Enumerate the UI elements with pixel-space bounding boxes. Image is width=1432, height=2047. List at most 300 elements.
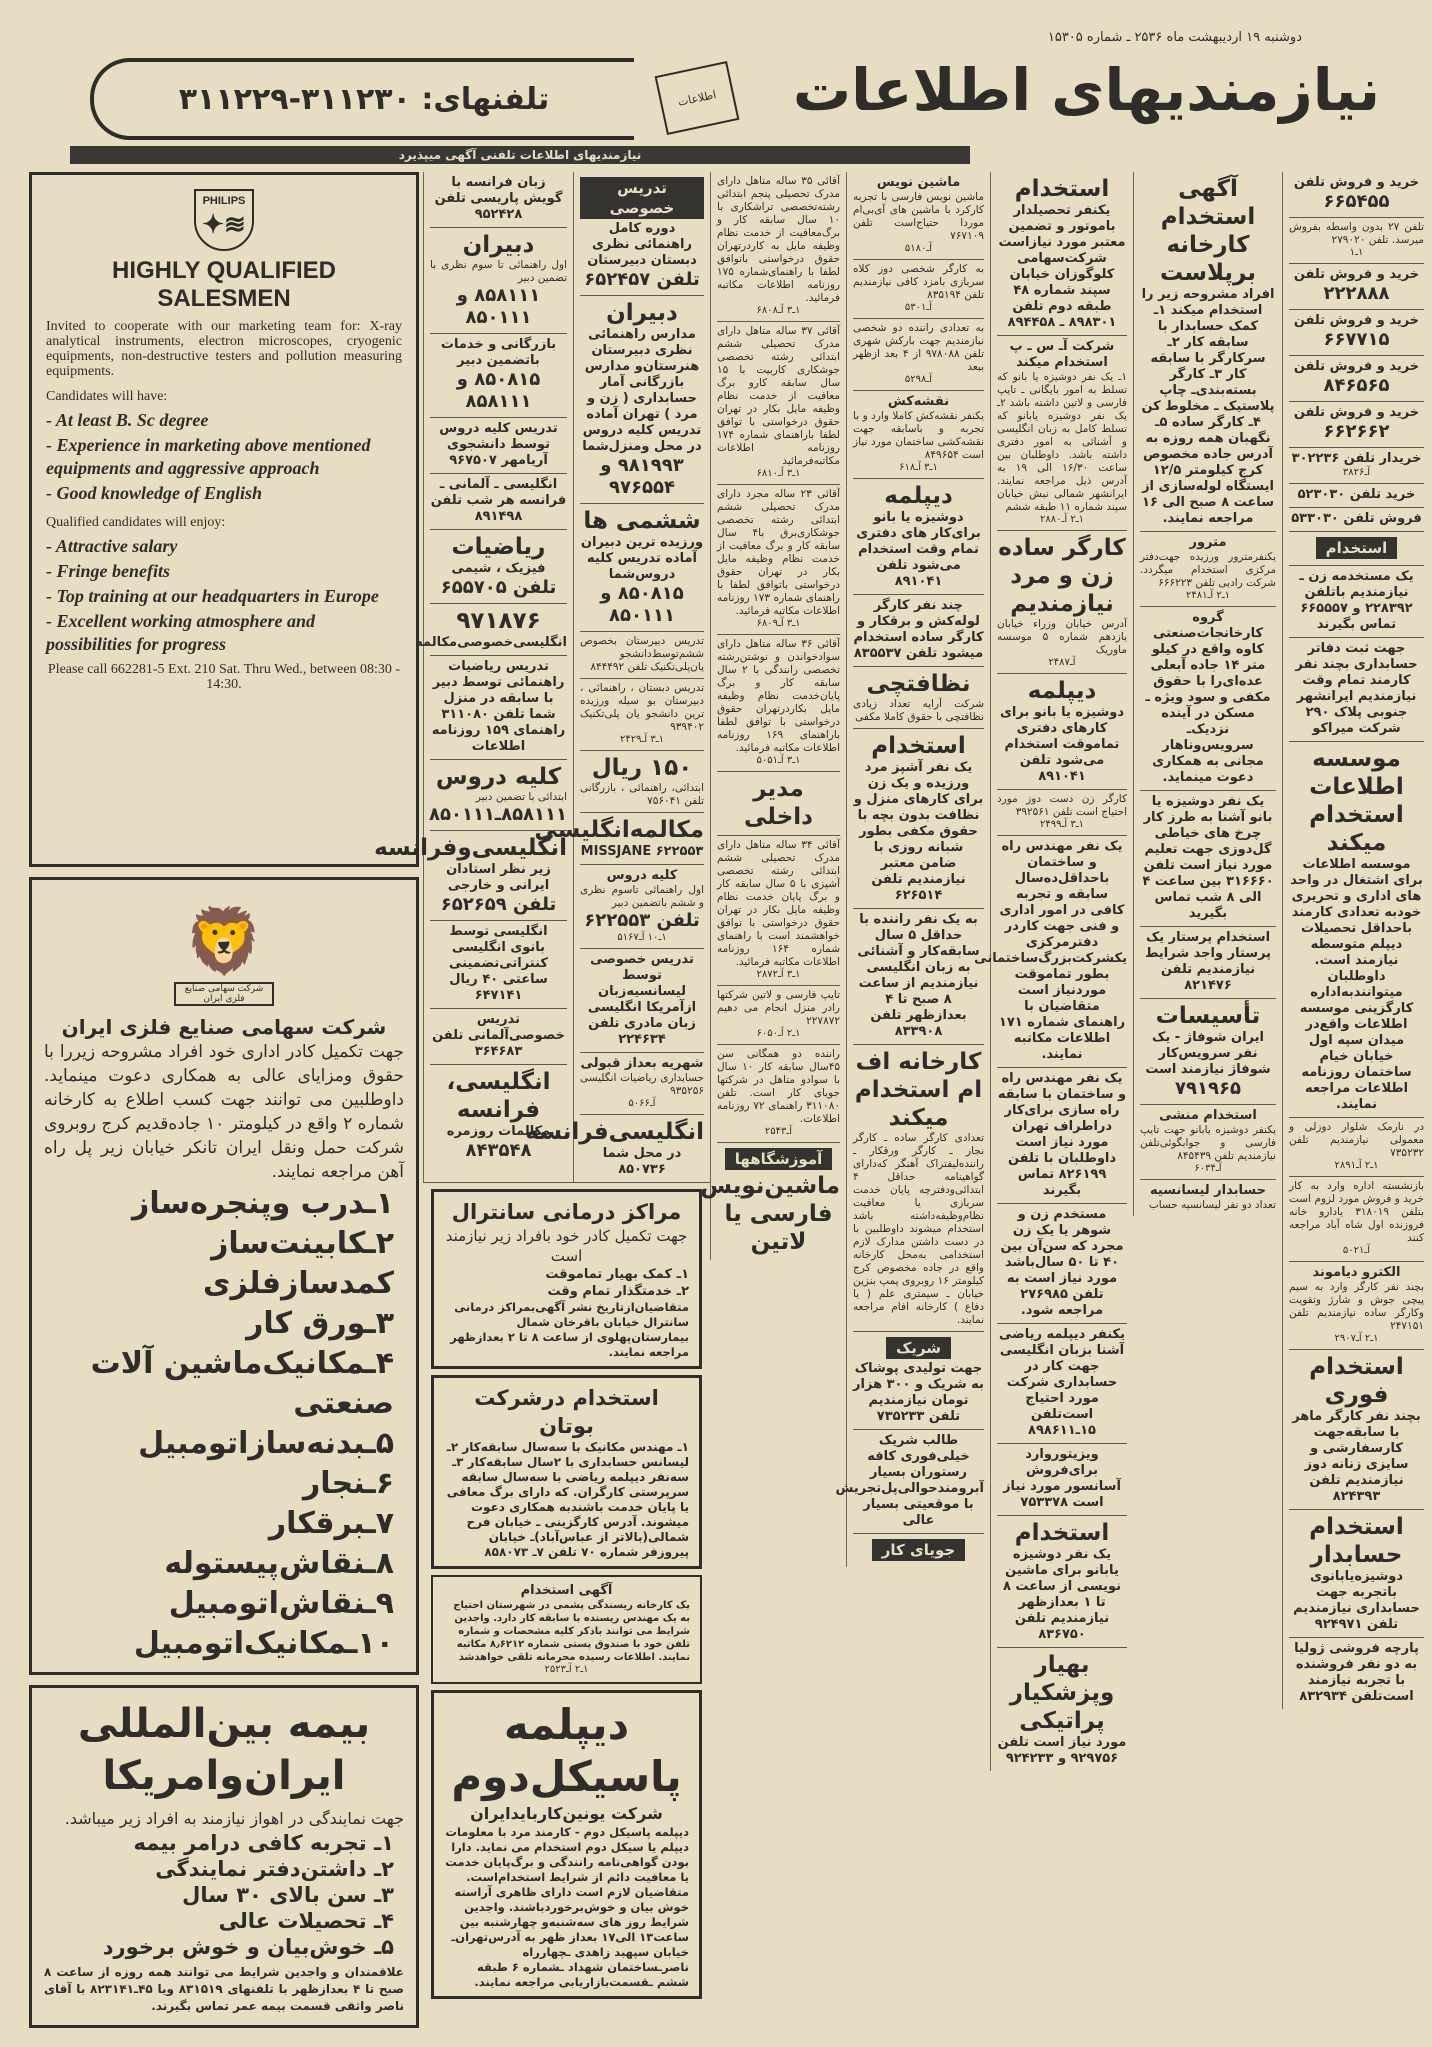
requirement-item: - Experience in marketing above mentioned equipments and aggressive approach: [46, 435, 371, 478]
ad-heading: یکنفر دیپلمه ریاضی آشنا بزبان انگلیسی جهت کار در حسابداری شرکت مورد احتیاج است‌تلفن ۱۵ـ۸۹۸۶۱۱: [999, 1327, 1125, 1438]
ad-headline: تأسیسات: [1155, 1003, 1261, 1029]
ad-reference: ۱ـ۱: [1349, 247, 1364, 258]
ad-body: تدریس دبیرستان بخصوص ششم‌توسط‌دانشجو یان‌پلی‌تکنیک تلفن ۸۴۴۴۹۲: [580, 635, 704, 673]
classified-ad: [415, 604, 567, 656]
ad-body: جهت نمایندگی در اهواز نیازمند به افراد زیر میباشد.: [64, 1809, 404, 1828]
ad-phone: ۸۵۸۱۱۱ و ۸۵۰۱۱۱: [456, 285, 541, 328]
ad-heading: یک مستخدمه زن ـ نیازمندیم باتلفن ۲۲۸۳۹۲ و ۶۶۵۵۵۷ تماس بگیرند: [1299, 569, 1414, 632]
classified-ad: [580, 679, 704, 751]
ad-heading: افراد مشروحه زیر را استخدام میکند ۱ـ کمک حسابدار با سابقه کار ۲ـ سرکارگر با سابقه کار ۳ـ کارگر بسته‌بندی‌ـ چاپ پلاستیک ـ مخلوط کن ۴ـ کارگر ساده ۵ـ نگهبان همه روزه به آدرس جاده مخصوص کرج کیلومتر ۱۲/۵ ایستگاه لوله‌سازی از ساعت ۸ صبح الی ۱۶ مراجعه نمایند.: [1141, 287, 1275, 526]
classified-ad: [853, 1534, 984, 1567]
classified-ad: [1289, 566, 1424, 638]
job-item: ۴ـمکانیک‌ماشین آلات صنعتی: [90, 1346, 394, 1421]
classified-ad: [580, 632, 704, 679]
classified-ad: [580, 504, 704, 632]
job-item: ۲ـکابینت‌ساز کمدسازفلزی: [203, 1226, 394, 1301]
ad-heading: گروه کارخانجات‌صنعتی کاوه واقع در کیلو متر ۱۴ جاده آبعلی عده‌ای‌را با حقوق مکفی و سود ویژه ـ مسکن در آینده نزدیک‌ـ سرویس‌وناهار مجانی به همکاری دعوت مینماید.: [1145, 610, 1271, 785]
ad-heading: جهت تولیدی پوشاک به شریک و ۳۰۰ هزار تومان نیازمندیم تلفن ۷۳۵۲۳۳: [853, 1361, 984, 1424]
job-item: ۶ـنجار: [303, 1466, 394, 1501]
ad-heading: خریدار تلفن ۳۰۲۲۳۶: [1291, 451, 1422, 466]
ad-reference: ۱ـ۲ آـ۲۹۰۷: [1334, 1333, 1379, 1344]
section-label: استخدام: [1316, 537, 1398, 559]
ad-heading: فروش تلفن ۵۳۳۰۳۰: [1291, 511, 1422, 526]
ad-heading: MISSJANE ۶۲۲۵۵۳: [580, 844, 704, 859]
classified-ad: [853, 1045, 984, 1332]
classified-ad: [717, 1045, 840, 1143]
ad-phone: ۶۶۲۶۶۲: [1323, 421, 1390, 442]
ad-phone: تلفن ۶۵۲۶۵۹: [440, 894, 557, 915]
classified-ad: [1140, 607, 1276, 791]
classified-ad: [1289, 484, 1424, 508]
ad-reference: ۱ـ۳ آـ۶۸۰۸: [756, 305, 801, 316]
classified-ad: [1289, 402, 1424, 448]
ad-heading: خرید و فروش تلفن: [1293, 405, 1420, 420]
classified-column: [835, 172, 990, 1567]
requirement-item: ۳ـ سن بالای ۳۰ سال: [182, 1883, 394, 1907]
classified-ad: [1140, 532, 1276, 607]
ad-phone: ۸۵۸۱۱۱ـ۸۵۰۱۱۱: [429, 804, 567, 825]
ad-body: تلفن ۲۷ بدون واسطه بفروش میرسد. تلفن ۲۷۹۰۲۰: [1289, 221, 1424, 246]
central-clinics-ad: [431, 1189, 702, 1369]
ad-body: آدرس خیابان وزراء خیابان یازدهم شماره ۵ موسسه ماوریک: [997, 618, 1127, 656]
classified-ad: [525, 1115, 704, 1182]
ad-heading: فیزیک ، شیمی: [451, 561, 546, 576]
ad-heading: دوشیزه یا بانو برای کارهای دفتری تماموقت استخدام می‌شود تلفن ۸۹۱۰۴۱: [999, 705, 1125, 784]
classified-ad: [430, 334, 567, 418]
ad-headline: نظافتچی: [866, 671, 971, 697]
classified-ad: [997, 1204, 1127, 1324]
ad-title: ایران‌وامریکا: [102, 1753, 346, 1799]
ad-title: بیمه بین‌المللی: [77, 1701, 371, 1747]
classified-ad: [853, 909, 984, 1045]
ad-body: شرکت آرایه تعداد زیادی نظافتچی با حقوق کاملا مکفی: [853, 698, 984, 723]
header-strip: نیازمندیهای اطلاعات تلفنی آگهی میپذیرد: [70, 146, 970, 164]
ad-title: دیپلمه: [503, 1700, 630, 1749]
ad-intro: Invited to cooperate with our marketing team for: X-ray analytical instruments, electron microscopes, cryogenic equipments, non-destructive testers and pollution measuring equipments.: [46, 319, 402, 379]
ad-phone: ۶۶۵۴۵۵: [1323, 191, 1390, 212]
ad-heading: تدریس خصوصی توسط لیسانسیه‌زبان ازآمریکا انگلیسی زبان مادری تلفن ۲۲۴۶۳۴: [587, 952, 697, 1047]
ad-reference: ۱ـ۱۰ آـ۵۱۶۷: [617, 932, 667, 943]
classified-ad: [580, 751, 704, 813]
ad-headline: بهیار وپزشکیار پراتیکی: [1009, 1652, 1115, 1734]
ad-ref: ۱ـ۲ آـ۲۵۲۳: [544, 1664, 589, 1675]
ad-body: در نارمک شلوار دوزلی و معمولی نیازمندیم تلفن ۷۳۵۲۳۲: [1289, 1121, 1424, 1159]
ad-body: ۱ـ مهندس مکانیک با سه‌سال سابقه‌کار ۲ـ لیسانس حسابداری با ۲سال سابقه‌کار ۳ـ سه‌نفر دیپلمه ریاضی با سه‌سال سابقه سرپرستی کارگران. که دارای برگ معافی یا پایان خدمت باشندبه همکاری دعوت میشوند. آدرس کارگزینی ـ خیابان فرح شمالی(بالاتر از عباس‌آباد)ـ خیابان پیروزفر شماره ۷۰ تلفن ۷ـ ۸۵۸۰۷۳: [446, 1440, 689, 1559]
ad-body: حسابداری ریاضیات انگلیسی ۹۳۵۲۵۶: [580, 1072, 704, 1097]
classified-ad: [717, 172, 840, 322]
ad-heading: مدارس راهنمائی نظری دبیرستان هنرستان‌و مدارس بازرگانی آمار حسابداری ( زن و مرد ) تهران آماده تدریس کلیه دروس در محل ومنزل‌شما: [582, 327, 702, 454]
ad-heading: چند نفر کارگر لوله‌کش و برقکار و کارگر ساده استخدام میشود تلفن ۸۳۵۵۳۷: [853, 598, 984, 661]
ad-heading: حسابدار لیسانسیه: [1150, 1183, 1266, 1198]
classified-ad: [430, 474, 567, 530]
classified-ad: [1289, 1510, 1424, 1638]
ad-body: دیپلمه پاسیکل دوم - کارمند مرد با معلومات دیپلم یا سیکل دوم استخدام می نماید. دارا بودن گواهی‌نامه رانندگی و برگ‌پایان خدمت یا معافیت دائم از شرایط استخدام‌است. متقاضیان لازم است دارای ظاهری آراسته خوش بیان و خوش‌برخوردباشند. واجدین شرایط روز های سه‌شنبه‌و چهارشنبه بین ساعت۱۳ الی۱۷ بعداز ظهر به آدرس‌تهران‌ـ خیابان سپهبد زاهدی ـچهارراه ناصرـساختمان شهداد ـشماره ۶ طبقه ششم ـقسمت‌بازاریابی مراجعه نمایند.: [445, 1825, 689, 1989]
section-label-wrap: [853, 1335, 984, 1361]
ad-body: یکنفرمترور ورزیده جهت‌دفتر مرکزی استخدام میگردد. شرکت رادیی تلفن ۶۶۶۲۲۳: [1140, 551, 1276, 589]
ad-headline: آگهی استخدام کارخانه برپلاست: [1159, 176, 1256, 286]
classified-ad: [1289, 1118, 1424, 1177]
butan-ad: [431, 1375, 702, 1569]
classified-ad: [717, 986, 840, 1045]
ad-phone: ۶۶۷۷۱۵: [1323, 329, 1390, 350]
job-item: ۹ـنقاش‌اتومبیل: [168, 1586, 394, 1621]
ad-body: جهت تکمیل کادر اداری خود افراد مشروحه زیررا با حقوق ومزایای عالی به همکاری دعوت مینماید. داوطلبین می توانند جهت کسب اطلاع به کارخانه شماره ۲ واقع در کیلومتر ۱۰ جاده‌قدیم کرج روبروی شرکت حمل ونقل ایران تانکر خیابان زیر پل راه آهن مراجعه نمایند.: [44, 1042, 404, 1182]
ad-reference: ۱ـ۳ آـ۶۸۱۰: [756, 468, 801, 479]
classified-ad: [430, 760, 567, 831]
classified-ad: [717, 485, 840, 635]
classified-ad: [717, 635, 840, 772]
ad-body: تعدادی کارگر ساده ـ کارگر نجار ـ کارگر ورقکار ـ راننده‌لیفتراک آهنگر که‌دارای گواهینامه حداقل ۴ ابتدائی‌ودفترچه پایان خدمت سربازی یا معافیت نظام‌وظیفه‌داشته باشد استخدام میشوند داوطلبین با در دست داشتن مدارک لازم استخدامی به‌محل کارخانه واقع در جاده مخصوص کرج کیلومتر ۱۶ روبروی پمپ بنزین خیابان ـ سیمتری علم ( یا دفاع ) کارخانه افام مراجعه نمایند.: [853, 1132, 984, 1326]
classified-column: [374, 172, 573, 1182]
ad-reference: آـ۲۵۴۳: [764, 1126, 793, 1137]
ad-title: استخدام درشرکت بوتان: [474, 1386, 659, 1438]
ad-heading: مترور: [1189, 535, 1227, 550]
education-section: [374, 172, 710, 1999]
ad-body: کارگر زن دست دوز مورد احتیاج است تلفن ۳۹۲۵۶۱: [997, 793, 1127, 818]
classified-ad: [1140, 927, 1276, 999]
philips-ad: [29, 172, 419, 867]
requirement-item: ۱ـ تجربه کافی درامر بیمه: [133, 1831, 394, 1855]
ad-heading: پارچه فروشی ژولیا به دو نفر فروشنده با تجربه نیازمند است‌تلفن ۸۳۲۹۳۴: [1294, 1641, 1419, 1704]
ad-heading: کلیه دروس: [606, 868, 678, 883]
classified-ad: [997, 336, 1127, 531]
ad-heading: شرکت آـ س ـ پ استخدام میکند: [1009, 339, 1115, 370]
ad-heading: طالب شریک خیلی‌فوری کافه رستوران بسیار آبرومندحوالی‌پل‌تجریش با موقعیتی بسیار عالی: [835, 1433, 984, 1528]
ad-headline: انگلیسی‌فرانسه: [525, 1119, 704, 1145]
ad-heading: مورد نیاز است تلفن ۹۲۹۷۵۶ و ۹۲۴۲۳۳: [997, 1735, 1127, 1766]
classified-ad: [997, 531, 1127, 674]
ad-headline: ششمی ها: [583, 508, 701, 534]
classified-ad: [1289, 356, 1424, 402]
classified-ad: [997, 1444, 1127, 1516]
ad-heading: ایران شوفاژ - یک نفر سرویس‌کار شوفاژ نیازمند است: [1145, 1030, 1271, 1077]
classified-column: [1282, 172, 1430, 1709]
ad-reference: ۱ـ۳ آـ۵۰۵۱: [756, 755, 801, 766]
ad-reference: آـ۲۴۸۷: [1048, 657, 1076, 668]
ad-headline: انگلیسی‌وفرانسه: [374, 835, 567, 861]
classified-ad: [1289, 264, 1424, 310]
newspaper-logo-icon: اطلاعات: [655, 61, 740, 135]
ad-heading: استخدام پرستار یک پرستار واجد شرایط نیازمندیم تلفن ۸۲۱۴۷۶: [1144, 930, 1272, 993]
ad-headline: کلیه دروس: [435, 764, 562, 790]
ad-reference: ۱ـ۳ آـ۲۴۹۹: [1039, 819, 1085, 830]
ad-reference: آـ۵۰۲۱: [1342, 1245, 1371, 1256]
ad-heading: مستخدم زن و شوهر یا یک زن مجرد که سن‌آن بین ۴۰ تا ۵۰ سال‌باشد مورد نیاز است به تلفن ۲۷۶۹۸۵ مراجعه شود.: [1000, 1207, 1124, 1318]
ad-heading: خرید و فروش تلفن: [1293, 175, 1420, 190]
classified-column: [700, 172, 846, 1260]
insurance-ad: [29, 1685, 419, 2028]
ad-headline: کارخانه اف ام استخدام میکند: [854, 1049, 983, 1131]
classified-column: [1133, 172, 1282, 1216]
company-name: شرکت یونین‌کاربایدایران: [470, 1804, 663, 1823]
classified-ad: [700, 1143, 840, 1260]
classified-ad: [1289, 448, 1424, 484]
classified-ad: [997, 674, 1127, 790]
ad-phone: ۷۹۱۹۶۵: [1175, 1078, 1241, 1099]
job-item: ۸ـنقاش‌پیستوله: [164, 1546, 394, 1581]
job-item: ۱۰ـمکانیک‌اتومبیل: [133, 1626, 394, 1661]
ad-headline: مکالمه‌انگلیسی: [534, 817, 704, 843]
classified-ad: [853, 729, 984, 909]
benefit-item: - Attractive salary: [46, 536, 178, 556]
ad-heading: تدریس خصوصی‌آلمانی تلفن ۳۶۴۶۸۳: [432, 1012, 565, 1059]
ad-body: به کارگر شخصی دوز کلاه سربازی بامزد کافی نیازمندیم تلفن ۸۳۵۱۹۴: [853, 263, 984, 301]
classified-ad: [1289, 638, 1424, 742]
ad-reference: ۱ـ۲ آـ۲۸۸۰: [1039, 514, 1085, 525]
ad-headline: دیپلمه: [884, 483, 953, 509]
classified-column: [525, 172, 710, 1182]
requirement-item: ۵ـ خوش‌بیان و خوش برخورد: [102, 1935, 394, 1959]
classified-ad: [717, 322, 840, 485]
ad-heading: بچند نفر کارگر ماهر با سابقه‌جهت کارسفارشی و سایزی زنانه دوز نیازمندیم تلفن ۸۲۴۳۹۳: [1292, 1409, 1421, 1504]
classified-ad: [853, 667, 984, 729]
ad-phone: ۸۴۳۵۴۸: [465, 1140, 532, 1161]
ad-footer: علاقمندان و واجدین شرایط می توانند همه روزه از ساعت ۸ صبح تا ۴ بعدازظهر با تلفنهای ۸۳۱۵۱۹ ویا ۴۵ـ۸۲۳۱۴۱ با آقای ناصر واثقی قسمت بیمه عمر تماس بگیرند.: [44, 1965, 405, 2013]
ad-body: به تعدادی راننده دو شخصی نیازمندیم جهت بارکش شهری تلفن ۹۷۸۰۸۸ از ۴ بعد ازظهر ببعد: [853, 322, 984, 373]
ad-title: پاسیکل‌دوم: [451, 1752, 682, 1801]
ad-heading: یک نفر آشپز مرد ورزیده و یک زن برای کارهای منزل و نظافت بدون بچه با حقوق مکفی بطور شبانه روزی با ضامن معتبر نیازمندیم تلفن ۶۲۶۵۱۴: [853, 760, 984, 903]
job-item: ۳ـورق کار: [246, 1306, 394, 1341]
ad-heading: شهریه بعداز قبولی: [580, 1056, 704, 1071]
classified-ad: [997, 790, 1127, 836]
ad-body: یکنفر نقشه‌کش کاملا وارد و با تجربه و باسابقه جهت نقشه‌کشی ساختمان مورد نیاز است ۸۴۹۶۵۴: [853, 410, 984, 461]
ad-body: یک کارخانه ریسندگی پشمی در شهرستان احتیاج به یک مهندس ریسنده با سابقه کار دارد. واجدین شرایط می توانند باذکر کلیه مشخصات و شماره تلفن خود با صندوق پستی شماره ۸٫۶۲۱۲ مکاتبه نمایند. اطلاعات رسیده محرمانه تلقی خواهدشد: [453, 1600, 690, 1663]
ad-heading: یک نفر دوشیزه یا بانو آشنا به طرز کار چرخ های خیاطی گل‌دوزی جهت تعلیم مورد نیاز است تلفن ۳۱۶۶۶۰ بین ساعت ۴ الی ۸ شب تماس بگیرید: [1142, 794, 1274, 921]
dateline: دوشنبه ۱۹ اردیبهشت ماه ۲۵۳۶ ـ شماره ۱۵۳۰۵: [1047, 30, 1302, 45]
job-item: ۱ـدرب وپنجره‌ساز: [132, 1186, 394, 1221]
classified-ad: [717, 836, 840, 986]
classified-ad: [1289, 310, 1424, 356]
classified-ad: [997, 1648, 1127, 1771]
section-label-wrap: [717, 1146, 840, 1172]
ad-body: آقائی ۳۴ ساله متاهل دارای مدرک تحصیلی ششم ابتدائی رشته تخصصی آشپزی با ۵ سال سابقه کار و برگ پایان خدمت نظام وظیفه مایل بکار در تهران حقوق درخواستی با توافق خواهشمند است با راهنمای شماره ۱۶۴ روزنامه اطلاعات مکاتبه فرمائید.: [717, 839, 840, 968]
requirement-item: ۴ـ تحصیلات عالی: [218, 1909, 394, 1933]
ad-phone: ۹۸۱۹۹۳ و ۹۷۶۵۵۴: [600, 455, 684, 498]
classified-ad: [853, 595, 984, 667]
classified-ad: [430, 1065, 567, 1166]
ad-reference: آـ۶۰۳۴: [1194, 1163, 1222, 1174]
ad-heading: تدریس ریاضیات راهنمائی توسط دبیر با سابقه در منزل شما تلفن ۳۱۱۰۸۰ راهنمای ۱۵۹ روزنامه اطلاعات: [431, 659, 566, 754]
ad-body: آقائی ۳۶ ساله متاهل دارای سوادخواندن و نوشتن‌رشته تخصصی رانندگی با ۲ سال سابقه کار و برگ پایان‌خدمت نظام وظیفه مایل بکاردرتهران حقوق درخواستی با توافق لطفا باراهنمای ۱۶۹ روزنامه اطلاعات مکاتبه فرمائید.: [717, 638, 840, 754]
classified-ad: [1289, 218, 1424, 264]
classified-ad: [835, 1430, 984, 1534]
ad-phone: تلفن ۶۲۲۵۵۳: [584, 910, 700, 931]
ad-headline: دبیران: [462, 232, 535, 258]
ad-body: یکنفر دوشیزه یابانو جهت تایپ فارسی و جوابگوئی‌تلفن نیازمندیم تلفن ۸۴۵۴۳۹: [1140, 1124, 1276, 1162]
phone-numbers: تلفنهای: ۳۱۱۲۳۰-۳۱۱۲۲۹: [90, 58, 634, 140]
ad-headline: کارگر ساده زن و مرد نیازمندیم: [998, 535, 1126, 617]
ad-heading: خرید و فروش تلفن: [1293, 313, 1420, 328]
classified-ad: [580, 865, 704, 949]
ad-heading: ویزیتوروارد برای‌فروش آسانسور مورد نیاز است ۷۵۳۳۷۸: [1003, 1447, 1121, 1510]
left-ad-stack: [29, 172, 419, 2028]
ad-phone: تلفن ۶۵۵۷۰۵: [440, 577, 557, 598]
ad-heading: خرید تلفن ۵۲۳۰۳۰: [1297, 487, 1416, 502]
benefit-item: - Excellent working atmosphere and possibilities for progress: [46, 611, 316, 654]
ad-heading: یکنفر تحصیلدار باموتور و تضمین معتبر مورد نیازاست شرکت‌سهامی کلوگوزان خیابان سپند شماره ۴۸ طبقه دوم تلفن ۸۹۸۳۰۱ ـ ۸۹۴۴۵۸: [998, 203, 1126, 330]
section-label: جویای کار: [872, 1539, 965, 1561]
ad-heading: انگلیسی توسط بانوی انگلیسی کنتراتی‌تضمینی ساعتی ۴۰ ریال ۶۴۷۱۴۱: [449, 924, 548, 1003]
ad-heading: به یک نفر راننده با حداقل ۵ سال سابقه‌کار و آشنائی به زبان انگلیسی نیازمندیم از ساعت ۸ صبح تا ۴ بعدازظهر تلفن ۸۳۳۹۰۸: [857, 912, 980, 1039]
ad-body: تدریس دبستان ، راهنمائی ، دبیرستان بو سیله ورزیده ترین دانشجو یان پلی‌تکنیک ۹۳۹۴۰۲: [580, 682, 704, 733]
ad-body: تعداد دو نفر لیسانسیه حساب: [1148, 1199, 1276, 1211]
classified-ad: [853, 172, 984, 260]
ad-body: بازنشسته اداره وارد به کار خرید و فروش مورد لزوم است بتلفن ۳۱۸۰۱۹ یادارو خانه فروزنده اول شاه آباد مراجعه کنند: [1289, 1180, 1424, 1244]
classified-ad: [1289, 1350, 1424, 1510]
classified-column: [974, 172, 1133, 1771]
classified-ad: [430, 921, 567, 1009]
section-label-wrap: [1289, 535, 1424, 561]
ad-headline: دیپلمه: [1027, 678, 1097, 704]
classified-ad: [1140, 791, 1276, 927]
section-label-wrap: [580, 175, 704, 221]
page-title: نیازمندیهای اطلاعات: [792, 56, 1380, 124]
ad-heading: دوشیزه‌یابانوی باتجربه جهت حسابداری نیازمندیم تلفن ۹۲۴۹۷۱: [1293, 1569, 1420, 1632]
ad-headline: ماشین‌نویس فارسی یا لاتین: [700, 1173, 840, 1255]
ad-reference: ۱ـ۳ آـ۲۸۷۲: [756, 969, 801, 980]
classified-ad: [853, 479, 984, 595]
ad-title: HIGHLY QUALIFIED SALESMEN: [111, 257, 337, 312]
masthead: [30, 50, 1420, 168]
ad-reference: ۱ـ۲ آـ۲۸۹۱: [1334, 1160, 1379, 1171]
classified-ad: [1289, 172, 1424, 218]
classified-ad: [374, 831, 567, 921]
classified-ad: [1140, 1180, 1276, 1216]
ad-item: ۲ـ خدمتگذار تمام وقت: [547, 1284, 689, 1299]
ad-body: بچند نفر کارگر وارد به سیم پیچی جوش و شارژ وتقویت وکارگر ساده نیازمندیم تلفن ۲۴۷۱۵۱: [1289, 1281, 1424, 1332]
ad-reference: ۱ـ۳ آـ۲۴۲۹: [619, 734, 665, 745]
ad-body: اول راهنمائی تاسوم نظری و ششم باتضمین دبیر: [580, 884, 704, 909]
classified-ad: [1289, 1262, 1424, 1350]
classified-ad: [717, 772, 840, 836]
ad-heading: خرید و فروش تلفن: [1293, 359, 1420, 374]
classified-ad: [430, 656, 567, 760]
classified-ad: [853, 260, 984, 319]
classified-ad: [997, 172, 1127, 336]
classified-ad: [1140, 999, 1276, 1105]
ad-subtitle: جهت تکمیل کادر خود بافراد زیر نیازمند است: [445, 1227, 688, 1265]
winged-lion-logo-icon: 🦁: [184, 905, 264, 979]
ad-headline: دبیران: [606, 300, 678, 326]
ad-headline: استخدام حسابدار: [1309, 1514, 1404, 1568]
ad-heading: زیر نظر استادان ایرانی و خارجی: [446, 862, 551, 893]
union-carbide-ad: [431, 1690, 702, 1999]
ad-body: ۱ـ یک نفر دوشیزه یا بانو که تسلط به امور بایگانی ـ تایپ فارسی و لاتین داشته باشد ۲ـ یک نفر دوشیزه یابانو که تسلط کامل به زبان انگلیسی و آشنائی به امور دفتری داشته باشد. داوطلبان بین ساعت ۱۶/۳۰ الی ۱۹ به آدرس ذیل مراجعه نمایند. ایرانشهر شمالی نبش خیابان سپند شماره ۱۱ طبقه ششم: [997, 371, 1127, 513]
classified-ad: [853, 1332, 984, 1430]
ad-reference: ۱ـ۲ آـ۶۰۵۰: [756, 1028, 801, 1039]
ad-heading: یک نفر مهندس راه و ساختمان با سابقه راه سازی برای‌کار دراطراف تهران مورد نیاز است داوطلبان با تلفن ۸۲۶۱۹۹ تماس بگیرند: [997, 1071, 1127, 1198]
classified-ad: [1289, 1638, 1424, 1709]
ad-headline: استخدام: [871, 733, 966, 759]
ad-headline: استخدام: [1014, 1520, 1110, 1546]
ad-reference: ۱ـ۳ آـ۶۱۸: [899, 462, 938, 473]
contact-info: Please call 662281-5 Ext. 210 Sat. Thru Wed., between 08:30 - 14:30.: [47, 662, 401, 692]
logo-plate: شرکت سهامی صنایع فلزی ایران: [174, 982, 274, 1006]
ad-heading: ماشین نویس: [876, 175, 961, 190]
ad-phone: ۸۵۰۸۱۵ و ۸۵۸۱۱۱: [456, 369, 541, 412]
ad-reference: آـ۳۸۲۶: [1342, 467, 1371, 478]
ad-heading: یک نفر دوشیزه یابانو برای ماشین نویسی از ساعت ۸ تا ۱ بعدازظهر نیازمندیم تلفن ۸۳۶۷۵۰: [1002, 1547, 1122, 1642]
classified-ad: [534, 813, 704, 865]
classified-ad: [997, 1068, 1127, 1204]
ad-title: مراکز درمانی سانترال: [451, 1200, 682, 1224]
ad-headline: استخدام فوری: [1309, 1354, 1404, 1408]
section-label: آموزشگاهها: [725, 1148, 833, 1170]
ad-headline: موسسه اطلاعات استخدام میکند: [1309, 746, 1404, 856]
classified-ad: [430, 418, 567, 474]
ad-heading: استخدام منشی: [1159, 1108, 1257, 1123]
section-label: تدریس خصوصی: [580, 177, 704, 219]
requirement-item: - Good knowledge of English: [46, 483, 263, 503]
ad-heading: جهت ثبت دفاتر حسابداری بچند نفر کارمند تمام وقت نیازمندیم ایرانشهر جنوبی پلاک ۲۹۰ شرکت میراکو: [1295, 641, 1418, 736]
benefits-label: Qualified candidates will enjoy:: [46, 515, 226, 530]
ad-heading: مکالمات روزمره: [446, 1124, 551, 1139]
philips-logo-icon: PHILIPS ✦≋: [194, 189, 254, 251]
ad-body: ابتدائی با تضمین دبیر: [475, 791, 567, 803]
classified-ad: [974, 836, 1127, 1068]
ad-headline: مدیر داخلی: [744, 776, 813, 830]
ad-heading: زبان فرانسه با گویش پاریسی تلفن ۹۵۲۴۲۸: [434, 175, 563, 222]
requirement-item: - At least B. Sc degree: [46, 410, 209, 430]
ad-heading: ورزیده ترین دبیران آماده تدریس کلیه دروس‌شما: [580, 535, 704, 582]
ad-reference: آـ۵۳۰۱: [904, 302, 933, 313]
ad-heading: یک نفر مهندس راه و ساختمان باحداقل‌ده‌سال سابقه و تجربه کافی در امور اداری و فنی جهت کاردر دفترمرکزی یکشرکت‌بزرگ‌ساختمانی بطور تماموقت موردنیاز است متقاضیان با راهنمای شماره ۱۷۱ اطلاعات مکاتبه نمایند.: [974, 839, 1127, 1062]
classified-ad: [1289, 532, 1424, 566]
job-item: ۵ـبدنه‌سازاتومبیل: [138, 1426, 394, 1461]
classified-ad: [580, 296, 704, 504]
ad-reference: ۱ـ۳ آـ۶۸۰۹: [756, 618, 801, 629]
requirements-label: Candidates will have:: [46, 389, 168, 404]
ad-body: آقائی ۳۷ ساله متاهل دارای مدرک تحصیلی ششم ابتدائی رشته تخصصی جوشکاری کاربیت با ۱۵ سال سابقه کارو برگ معافیت از خدمت نظام وظیفه مایل بکار در تهران حقوق درخواستی با توافق لطفا باراهنمای شماره ۱۷۴ روزنامه اطلاعات مکاتبه‌فرمائید: [717, 325, 840, 467]
ad-reference: آـ۵۰۶۶: [628, 1098, 656, 1109]
section-label-wrap: [853, 1537, 984, 1563]
classified-ad: [1289, 742, 1424, 1118]
classified-ad: [430, 530, 567, 604]
ad-heading: در محل شما ۸۵۰۷۳۶: [602, 1146, 682, 1177]
ad-headline: ۹۷۱۸۷۶: [456, 608, 541, 634]
employment-notice-ad: [431, 1575, 702, 1684]
ad-body: متقاضیان‌ازتاریخ نشر آگهی‌بمراکز درمانی سانترال خیابان باقرخان شمال بیمارستان‌پهلوی از ساعت ۸ تا ۲ بعدازظهر مراجعه نمایند.: [450, 1300, 689, 1359]
ad-reference: آـ۵۱۸۰: [904, 243, 933, 254]
ad-body: ماشین نویس فارسی با تجربه کارکرد با ماشین های آی‌بی‌ام موردا حتیاج‌است تلفن ۷۶۷۱۰۹: [853, 191, 984, 242]
ad-reference: ۱ـ۲ آـ۲۴۸۱: [1185, 590, 1231, 601]
classified-ad: [580, 172, 704, 296]
classified-ad: [1140, 1105, 1276, 1180]
company-name: شرکت سهامی صنایع فلزی ایران: [61, 1015, 387, 1039]
classified-ad: [430, 1009, 567, 1065]
ad-body: اول راهنمائی تا سوم نظری با تضمین دبیر: [430, 259, 567, 284]
ad-heading: خرید و فروش تلفن: [1293, 267, 1420, 282]
ad-phone: ۲۲۲۸۸۸: [1323, 283, 1390, 304]
ad-title: آگهی استخدام: [520, 1583, 613, 1598]
ad-phone: تلفن ۶۵۲۴۵۷: [584, 269, 700, 290]
ad-headline: ریاضیات: [451, 534, 546, 560]
ad-body: آقائی ۳۵ ساله متاهل دارای مدرک تحصیلی پنجم ابتدائی رشته‌تخصصی تراشکاری با ۱۰ سال سابقه کار و برگ‌معافیت از خدمت نظام وظیفه مایل به کاردرتهران حقوق درخواستی باتوافق لطفا با راهنمای‌شماره ۱۷۵ روزنامه اطلاعات مکاتبه فرمائید.: [717, 175, 840, 304]
benefit-item: - Fringe benefits: [46, 561, 170, 581]
classified-ad: [430, 172, 567, 228]
classified-ad: [1289, 1177, 1424, 1262]
ad-heading: الکترو دیاموند: [1312, 1265, 1401, 1280]
classified-ad: [580, 1053, 704, 1115]
classified-ad: [997, 1324, 1127, 1444]
ad-heading: موسسه اطلاعات برای اشتغال در واحد های اداری و تحریری خودبه تعدادی کارمند باحداقل تحصیلات دیپلم متوسطه نیازمند است. داوطلبان میتوانندبه‌اداره کارگزینی موسسه اطلاعات واقع‌در میدان سپه اول خیابان خیام ساختمان روزنامه اطلاعات مراجعه نمایند.: [1290, 857, 1423, 1112]
ad-heading: بازرگانی و خدمات باتضمین دبیر: [440, 337, 557, 368]
ad-heading: انگلیسی‌خصوصی‌مکالمه: [415, 635, 567, 650]
classified-ad: [853, 391, 984, 479]
ad-body: تایپ فارسی و لاتین شرکتها رادر منزل انجام می دهیم ۲۲۷۸۷۲: [717, 989, 840, 1027]
classified-ad: [997, 1516, 1127, 1648]
ad-reference: آـ۵۲۹۸: [904, 374, 933, 385]
